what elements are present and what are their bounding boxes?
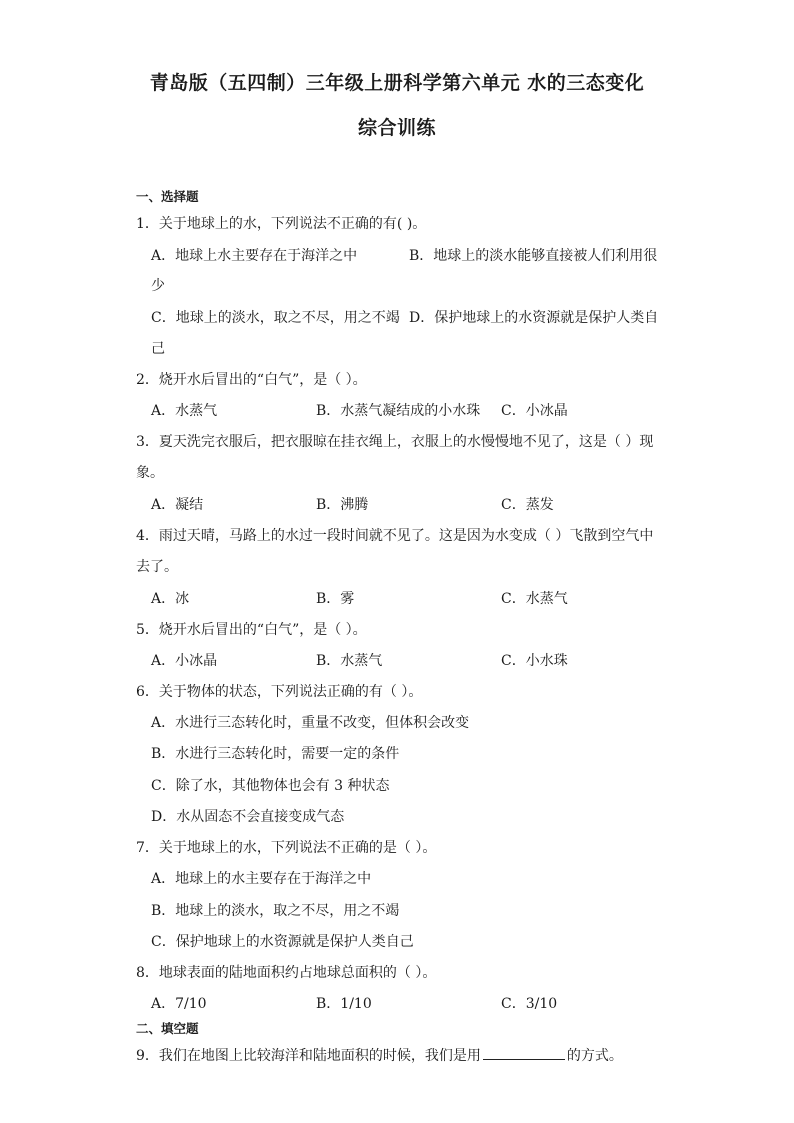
answer-blank[interactable]	[483, 1045, 565, 1060]
question-5-option-a: A．小冰晶	[151, 653, 218, 669]
section-heading-fill: 二、填空题	[136, 1021, 199, 1036]
document-title-line-1: 青岛版（五四制）三年级上册科学第六单元 水的三态变化	[149, 72, 645, 94]
question-7-stem: 7．关于地球上的水，下列说法不正确的是（ ）。	[136, 840, 437, 856]
question-1-stem: 1．关于地球上的水，下列说法不正确的有( )。	[136, 216, 427, 232]
question-2-option-a: A．水蒸气	[151, 403, 218, 419]
question-3-stem-continued: 象。	[136, 465, 164, 481]
document-title-line-2: 综合训练	[357, 117, 436, 139]
question-2-option-b: B．水蒸气凝结成的小水珠	[316, 403, 481, 419]
section-heading-choice: 一、选择题	[136, 189, 199, 204]
question-8-option-c: C．3/10	[501, 996, 558, 1012]
question-3-option-b: B．沸腾	[316, 497, 369, 513]
question-4-option-a: A．冰	[151, 591, 190, 607]
question-1-option-c: C．地球上的淡水，取之不尽，用之不竭	[151, 310, 400, 326]
question-8-stem: 8．地球表面的陆地面积约占地球总面积的（ ）。	[136, 965, 437, 981]
question-2-stem: 2．烧开水后冒出的“白气”，是（ ）。	[136, 372, 367, 388]
question-7-option-b: B．地球上的淡水，取之不尽，用之不竭	[151, 903, 400, 919]
question-6-option-b: B．水进行三态转化时，需要一定的条件	[151, 746, 400, 762]
question-7-option-c: C．保护地球上的水资源就是保护人类自己	[151, 934, 414, 950]
question-6-option-c: C．除了水，其他物体也会有 3 种状态	[151, 778, 390, 794]
question-1-option-b: B．地球上的淡水能够直接被人们利用很	[409, 248, 658, 264]
question-1-option-a: A．地球上水主要存在于海洋之中	[151, 248, 358, 264]
question-4-option-b: B．雾	[316, 591, 355, 607]
question-6-stem: 6．关于物体的状态，下列说法正确的有（ ）。	[136, 684, 423, 700]
question-6-option-a: A．水进行三态转化时，重量不改变，但体积会改变	[151, 715, 470, 731]
question-8-option-b: B．1/10	[316, 996, 372, 1012]
question-1-option-d-continued: 己	[151, 341, 165, 357]
question-4-stem-continued: 去了。	[136, 559, 178, 575]
question-5-option-c: C．小水珠	[501, 653, 568, 669]
question-9-stem-before: 9．我们在地图上比较海洋和陆地面积的时候，我们是用	[136, 1048, 481, 1064]
question-8-option-a: A．7/10	[151, 996, 207, 1012]
question-1-option-d: D．保护地球上的水资源就是保护人类自	[409, 310, 659, 326]
question-4-stem: 4．雨过天晴，马路上的水过一段时间就不见了。这是因为水变成（ ）飞散到空气中	[136, 528, 654, 544]
question-4-option-c: C．水蒸气	[501, 591, 568, 607]
question-7-option-a: A．地球上的水主要存在于海洋之中	[151, 871, 372, 887]
question-3-option-c: C．蒸发	[501, 497, 554, 513]
question-1-option-b-continued: 少	[151, 278, 165, 294]
question-9-stem	[136, 1045, 623, 1065]
question-2-option-c: C．小冰晶	[501, 403, 568, 419]
question-3-option-a: A．凝结	[151, 497, 204, 513]
question-5-stem: 5．烧开水后冒出的“白气”，是（ ）。	[136, 622, 367, 638]
question-5-option-b: B．水蒸气	[316, 653, 383, 669]
question-6-option-d: D．水从固态不会直接变成气态	[151, 809, 345, 825]
question-9-stem-after: 的方式。	[566, 1048, 623, 1064]
question-3-stem: 3．夏天洗完衣服后，把衣服晾在挂衣绳上，衣服上的水慢慢地不见了，这是（ ）现	[136, 434, 654, 450]
